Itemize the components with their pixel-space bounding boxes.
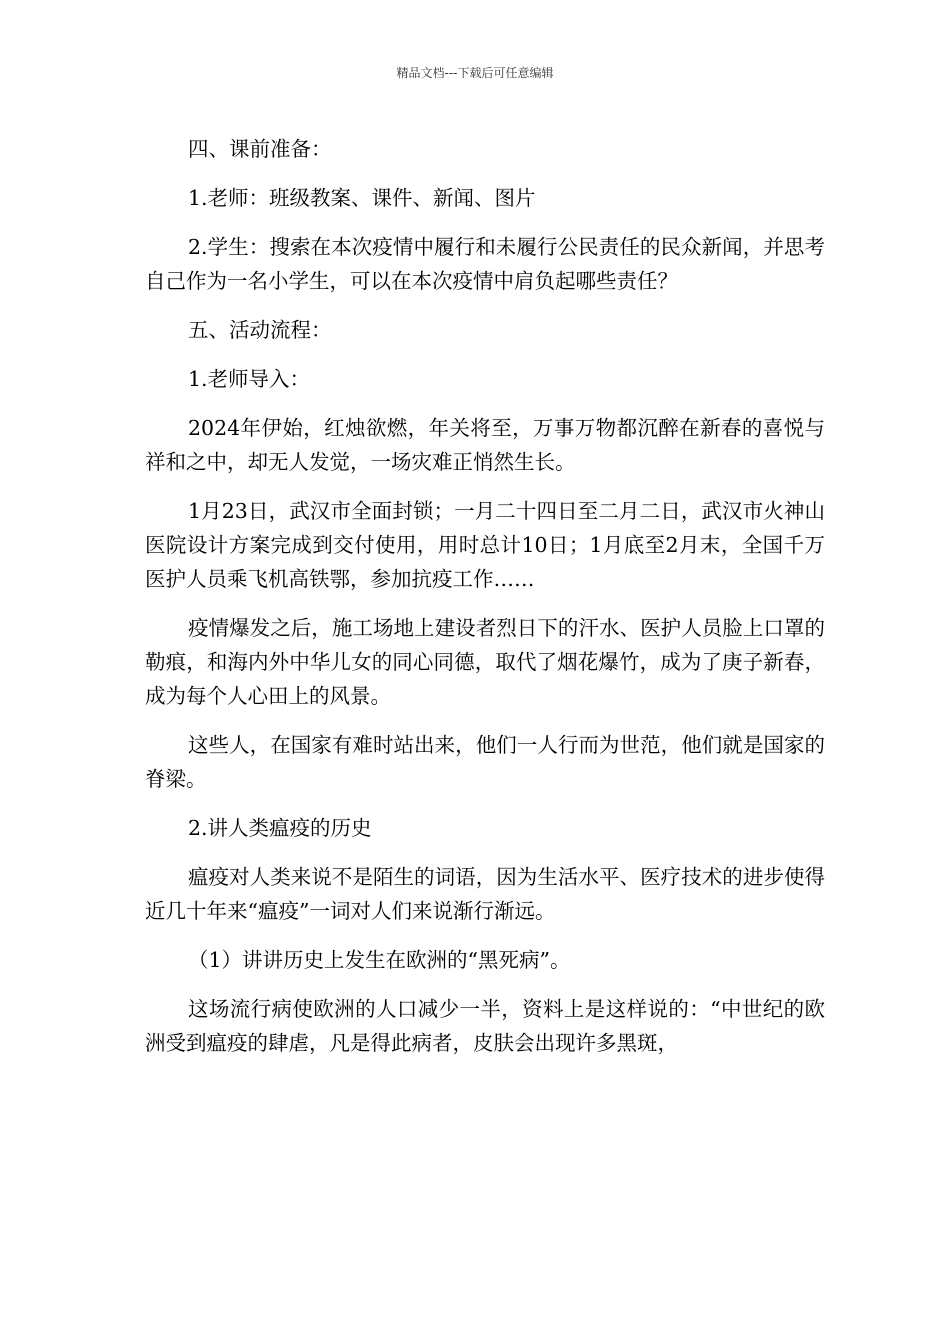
paragraph-teacher-prep: 1.老师：班级教案、课件、新闻、图片: [188, 186, 536, 210]
paragraph-backbone: 这些人，在国家有难时站出来，他们一人行而为世范，他们就是国家的脊梁。: [145, 733, 825, 791]
paragraph-after-outbreak: 疫情爆发之后，施工场地上建设者烈日下的汗水、医护人员脸上口罩的勒痕，和海内外中华儿女的同心同德，取代了烟花爆竹，成为了庚子新春，成为每个人心田上的风景。: [145, 616, 825, 708]
paragraph-black-death-heading: （1）讲讲历史上发生在欧洲的“黑死病”。: [188, 948, 571, 972]
paragraph-plague-history-heading: 2.讲人类瘟疫的历史: [188, 816, 372, 840]
page-header: 精品文档---下载后可任意编辑: [396, 66, 554, 80]
paragraph-black-death-detail: 这场流行病使欧洲的人口减少一半，资料上是这样说的：“中世纪的欧洲受到瘟疫的肆虐，凡是得此病者，皮肤会出现许多黑斑，: [145, 997, 825, 1055]
paragraph-student-prep: 2.学生：搜索在本次疫情中履行和未履行公民责任的民众新闻，并思考自己作为一名小学生，可以在本次疫情中肩负起哪些责任？: [145, 235, 825, 293]
document-body: [145, 132, 825, 1075]
paragraph-new-year: 2024年伊始，红烛欲燃，年关将至，万事万物都沉醉在新春的喜悦与祥和之中，却无人发觉，一场灾难正悄然生长。: [145, 416, 825, 474]
paragraph-wuhan-timeline: 1月23日，武汉市全面封锁；一月二十四日至二月二日，武汉市火神山医院设计方案完成到交付使用，用时总计10日；1月底至2月末，全国千万医护人员乘飞机高铁鄂，参加抗疫工作……: [145, 499, 825, 591]
section-heading-process: 五、活动流程：: [188, 318, 332, 342]
paragraph-plague-intro: 瘟疫对人类来说不是陌生的词语，因为生活水平、医疗技术的进步使得近几十年来“瘟疫”一词对人们来说渐行渐远。: [145, 865, 825, 923]
section-heading-preparation: 四、课前准备：: [188, 137, 332, 161]
paragraph-teacher-intro: 1.老师导入：: [188, 367, 311, 391]
